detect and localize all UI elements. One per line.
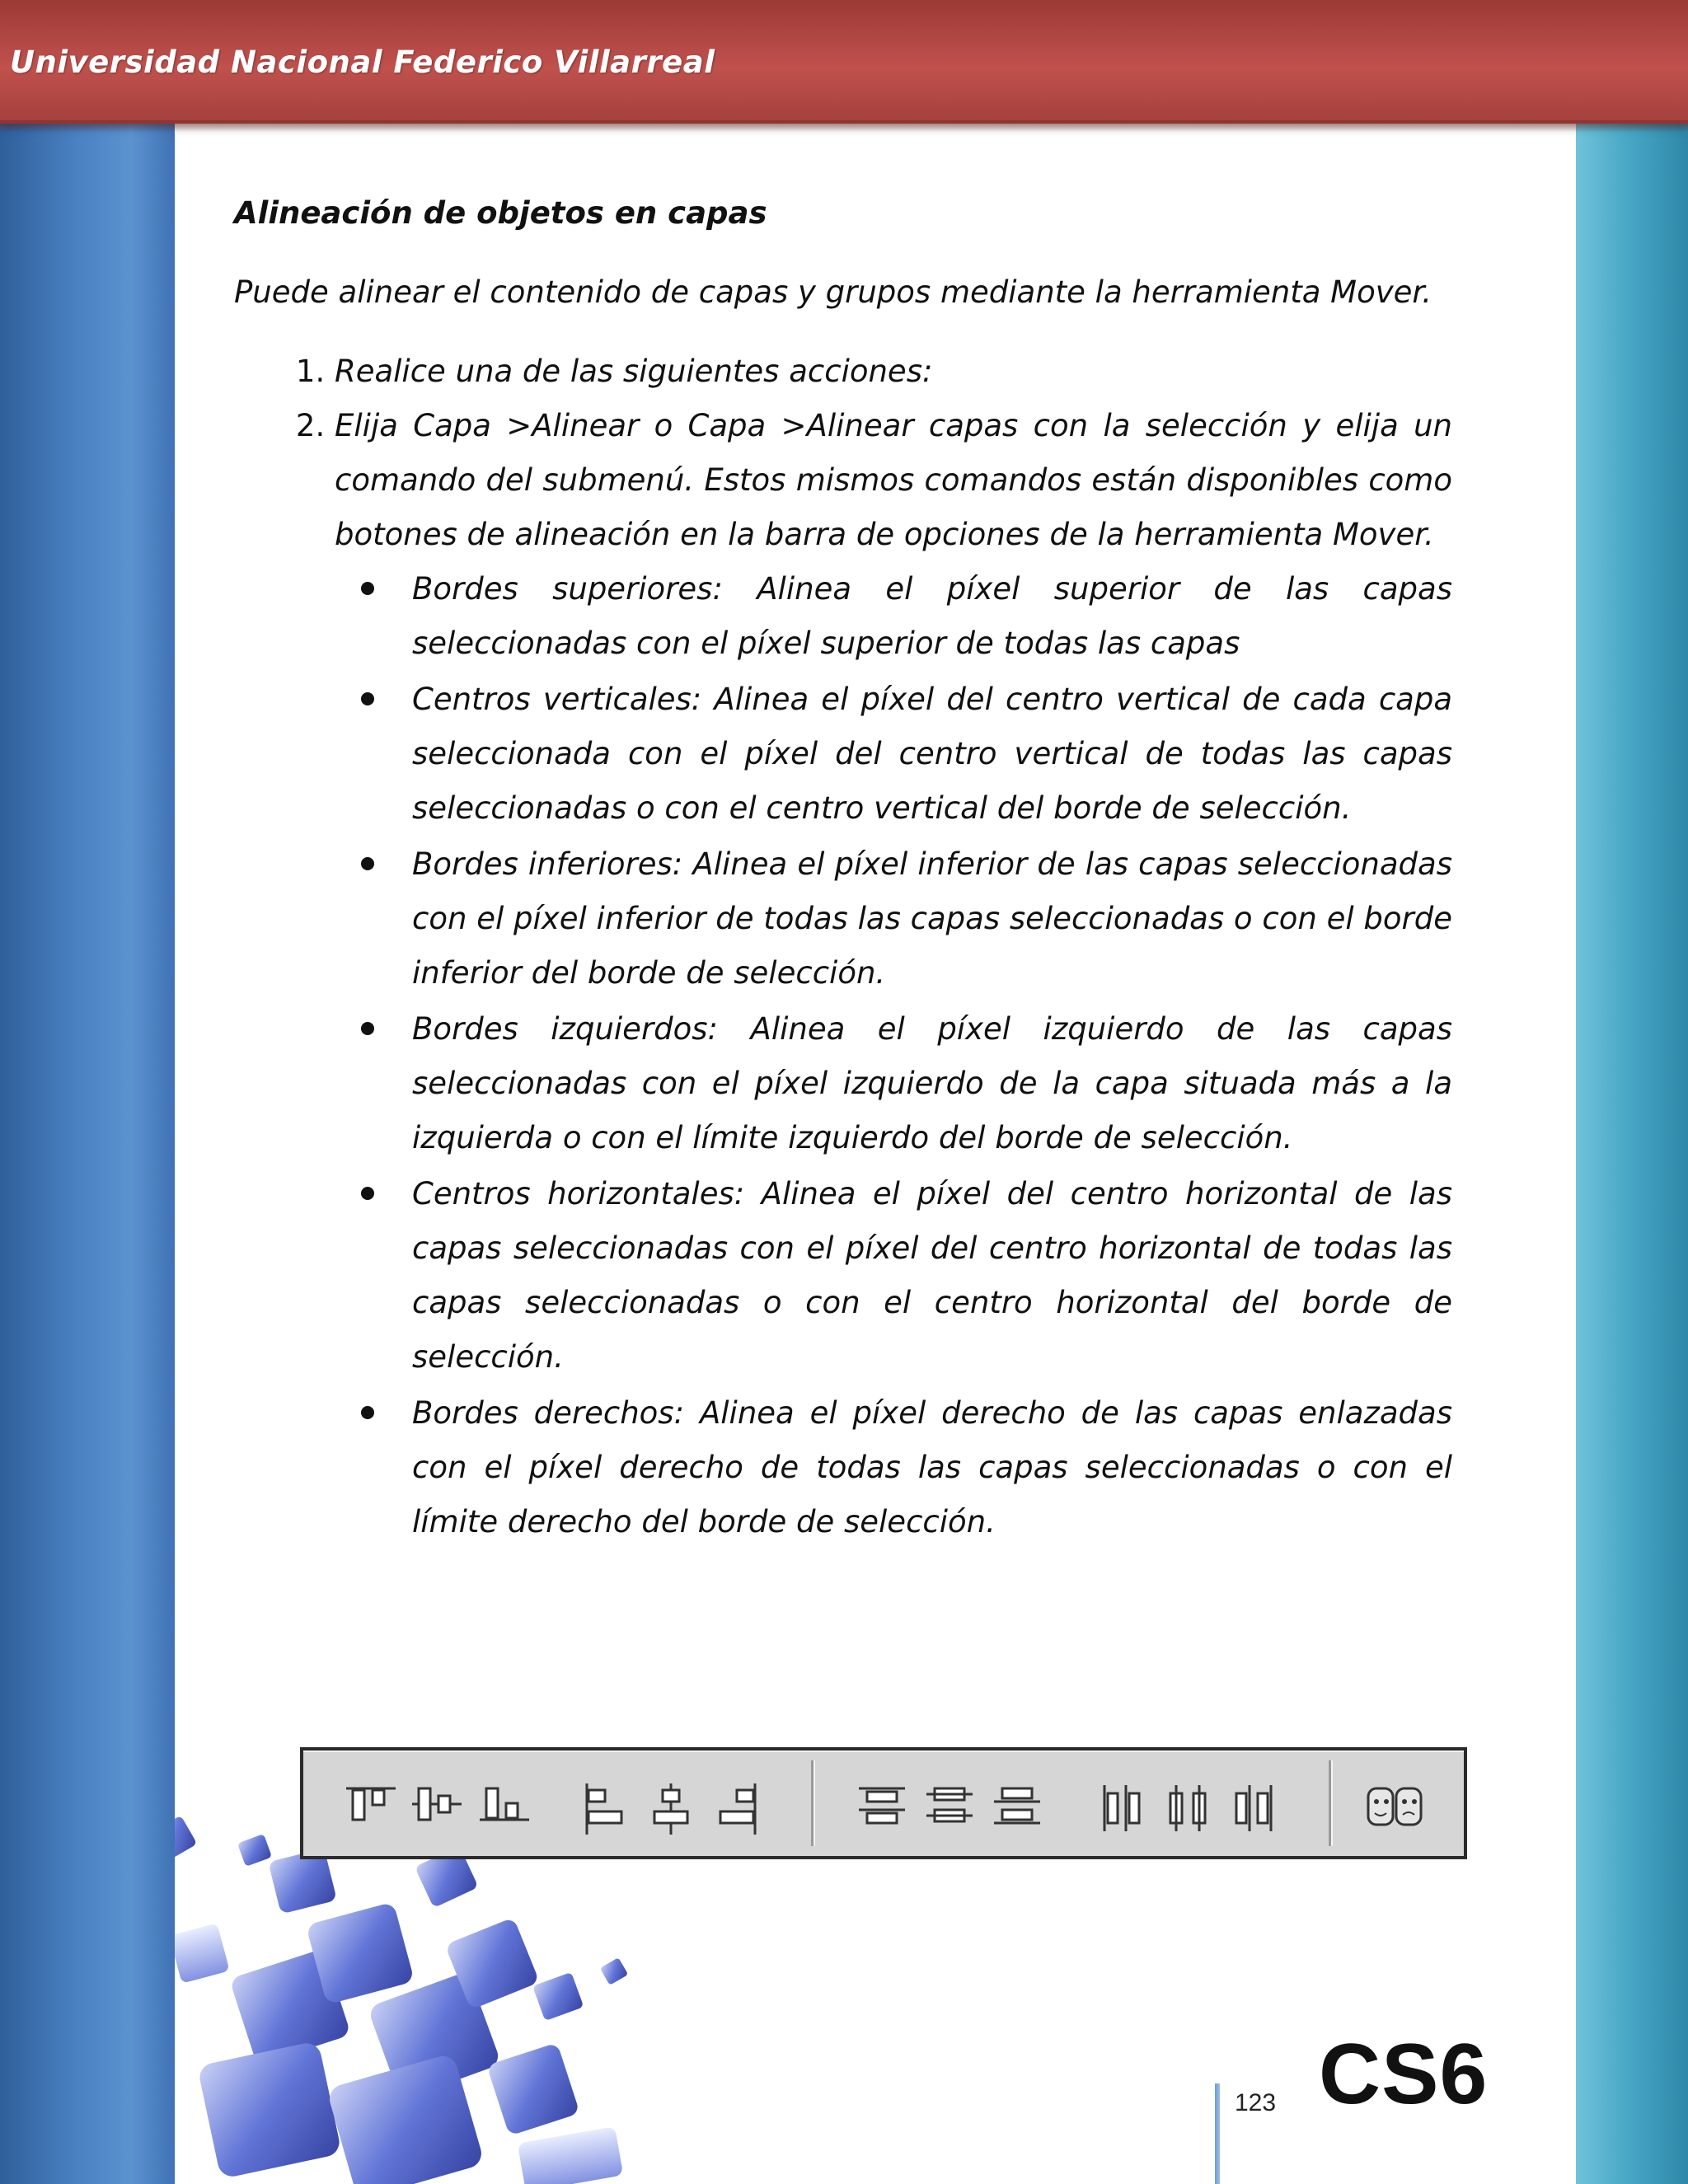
bullet-icon (361, 582, 374, 595)
cubes-illustration-icon (175, 1805, 719, 2184)
list-item: Bordes superiores: Alinea el píxel superior de las capas seleccionadas con el píxel superior de todas las capas (412, 562, 1452, 671)
section-title: Alineación de objetos en capas (234, 195, 767, 231)
align-vertical-centers-icon[interactable] (410, 1783, 463, 1825)
steps-list (234, 344, 1452, 1549)
list-item: Bordes inferiores: Alinea el píxel inferior de las capas seleccionadas con el píxel inferior de todas las capas seleccionadas o con el borde inferior del borde de selección. (412, 837, 1452, 1001)
bullet-icon (361, 692, 374, 705)
alignment-options-list (335, 562, 1452, 1549)
distribute-bottom-icon[interactable] (991, 1783, 1043, 1830)
distribute-right-icon[interactable] (1230, 1783, 1279, 1833)
cs6-badge: CS6 (1319, 2027, 1489, 2122)
bullet-icon (361, 1406, 374, 1419)
page-content (234, 186, 1452, 1551)
step-text: Elija Capa >Alinear o Capa >Alinear capas con la selección y elija un comando del submenú. Estos mismos comandos están disponibles como botones de alineación en la barra de opciones de la herramienta Mover. (335, 408, 1452, 552)
step-item (335, 399, 1452, 1549)
header-bar (0, 0, 1688, 124)
intro-paragraph: Puede alinear el contenido de capas y grupos mediante la herramienta Mover. (234, 274, 1432, 310)
align-left-edges-icon[interactable] (582, 1783, 628, 1835)
distribute-top-icon[interactable] (856, 1783, 908, 1830)
list-item: Centros verticales: Alinea el píxel del centro vertical de cada capa seleccionada con el píxel del centro vertical de todas las capas seleccionadas o con el centro vertical del borde de selección. (412, 673, 1452, 836)
distribute-left-icon[interactable] (1100, 1783, 1149, 1833)
distribute-horizontal-centers-icon[interactable] (1164, 1783, 1213, 1833)
right-decorative-band (1576, 0, 1688, 2184)
institution-name: Universidad Nacional Federico Villarreal (10, 45, 715, 80)
align-bottom-edges-icon[interactable] (478, 1783, 531, 1825)
page-number-rule (1215, 2083, 1220, 2184)
align-horizontal-centers-icon[interactable] (648, 1783, 694, 1835)
list-item: Centros horizontales: Alinea el píxel del centro horizontal de las capas seleccionadas con el píxel del centro horizontal de todas las capas seleccionadas o con el centro horizontal del borde de selección. (412, 1167, 1452, 1385)
distribute-vertical-centers-icon[interactable] (923, 1783, 976, 1830)
list-item: Bordes derechos: Alinea el píxel derecho de las capas enlazadas con el píxel derecho de todas las capas seleccionadas o con el límite derecho del borde de selección. (412, 1386, 1452, 1549)
list-item: Bordes izquierdos: Alinea el píxel izquierdo de las capas seleccionadas con el píxel izquierdo de la capa situada más a la izquierda o con el límite izquierdo del borde de selección. (412, 1002, 1452, 1165)
bullet-icon (361, 1187, 374, 1200)
bullet-icon (361, 857, 374, 870)
left-decorative-band (0, 0, 175, 2184)
auto-align-layers-icon[interactable] (1363, 1783, 1426, 1830)
align-toolbar (300, 1747, 1467, 1859)
toolbar-separator (811, 1760, 815, 1846)
step-item: 1. Realice una de las siguientes acciones: (335, 344, 1452, 399)
align-right-edges-icon[interactable] (714, 1783, 760, 1835)
align-top-edges-icon[interactable] (345, 1783, 397, 1825)
page-number: 123 (1235, 2089, 1277, 2116)
toolbar-separator (1329, 1760, 1333, 1846)
bullet-icon (361, 1022, 374, 1035)
